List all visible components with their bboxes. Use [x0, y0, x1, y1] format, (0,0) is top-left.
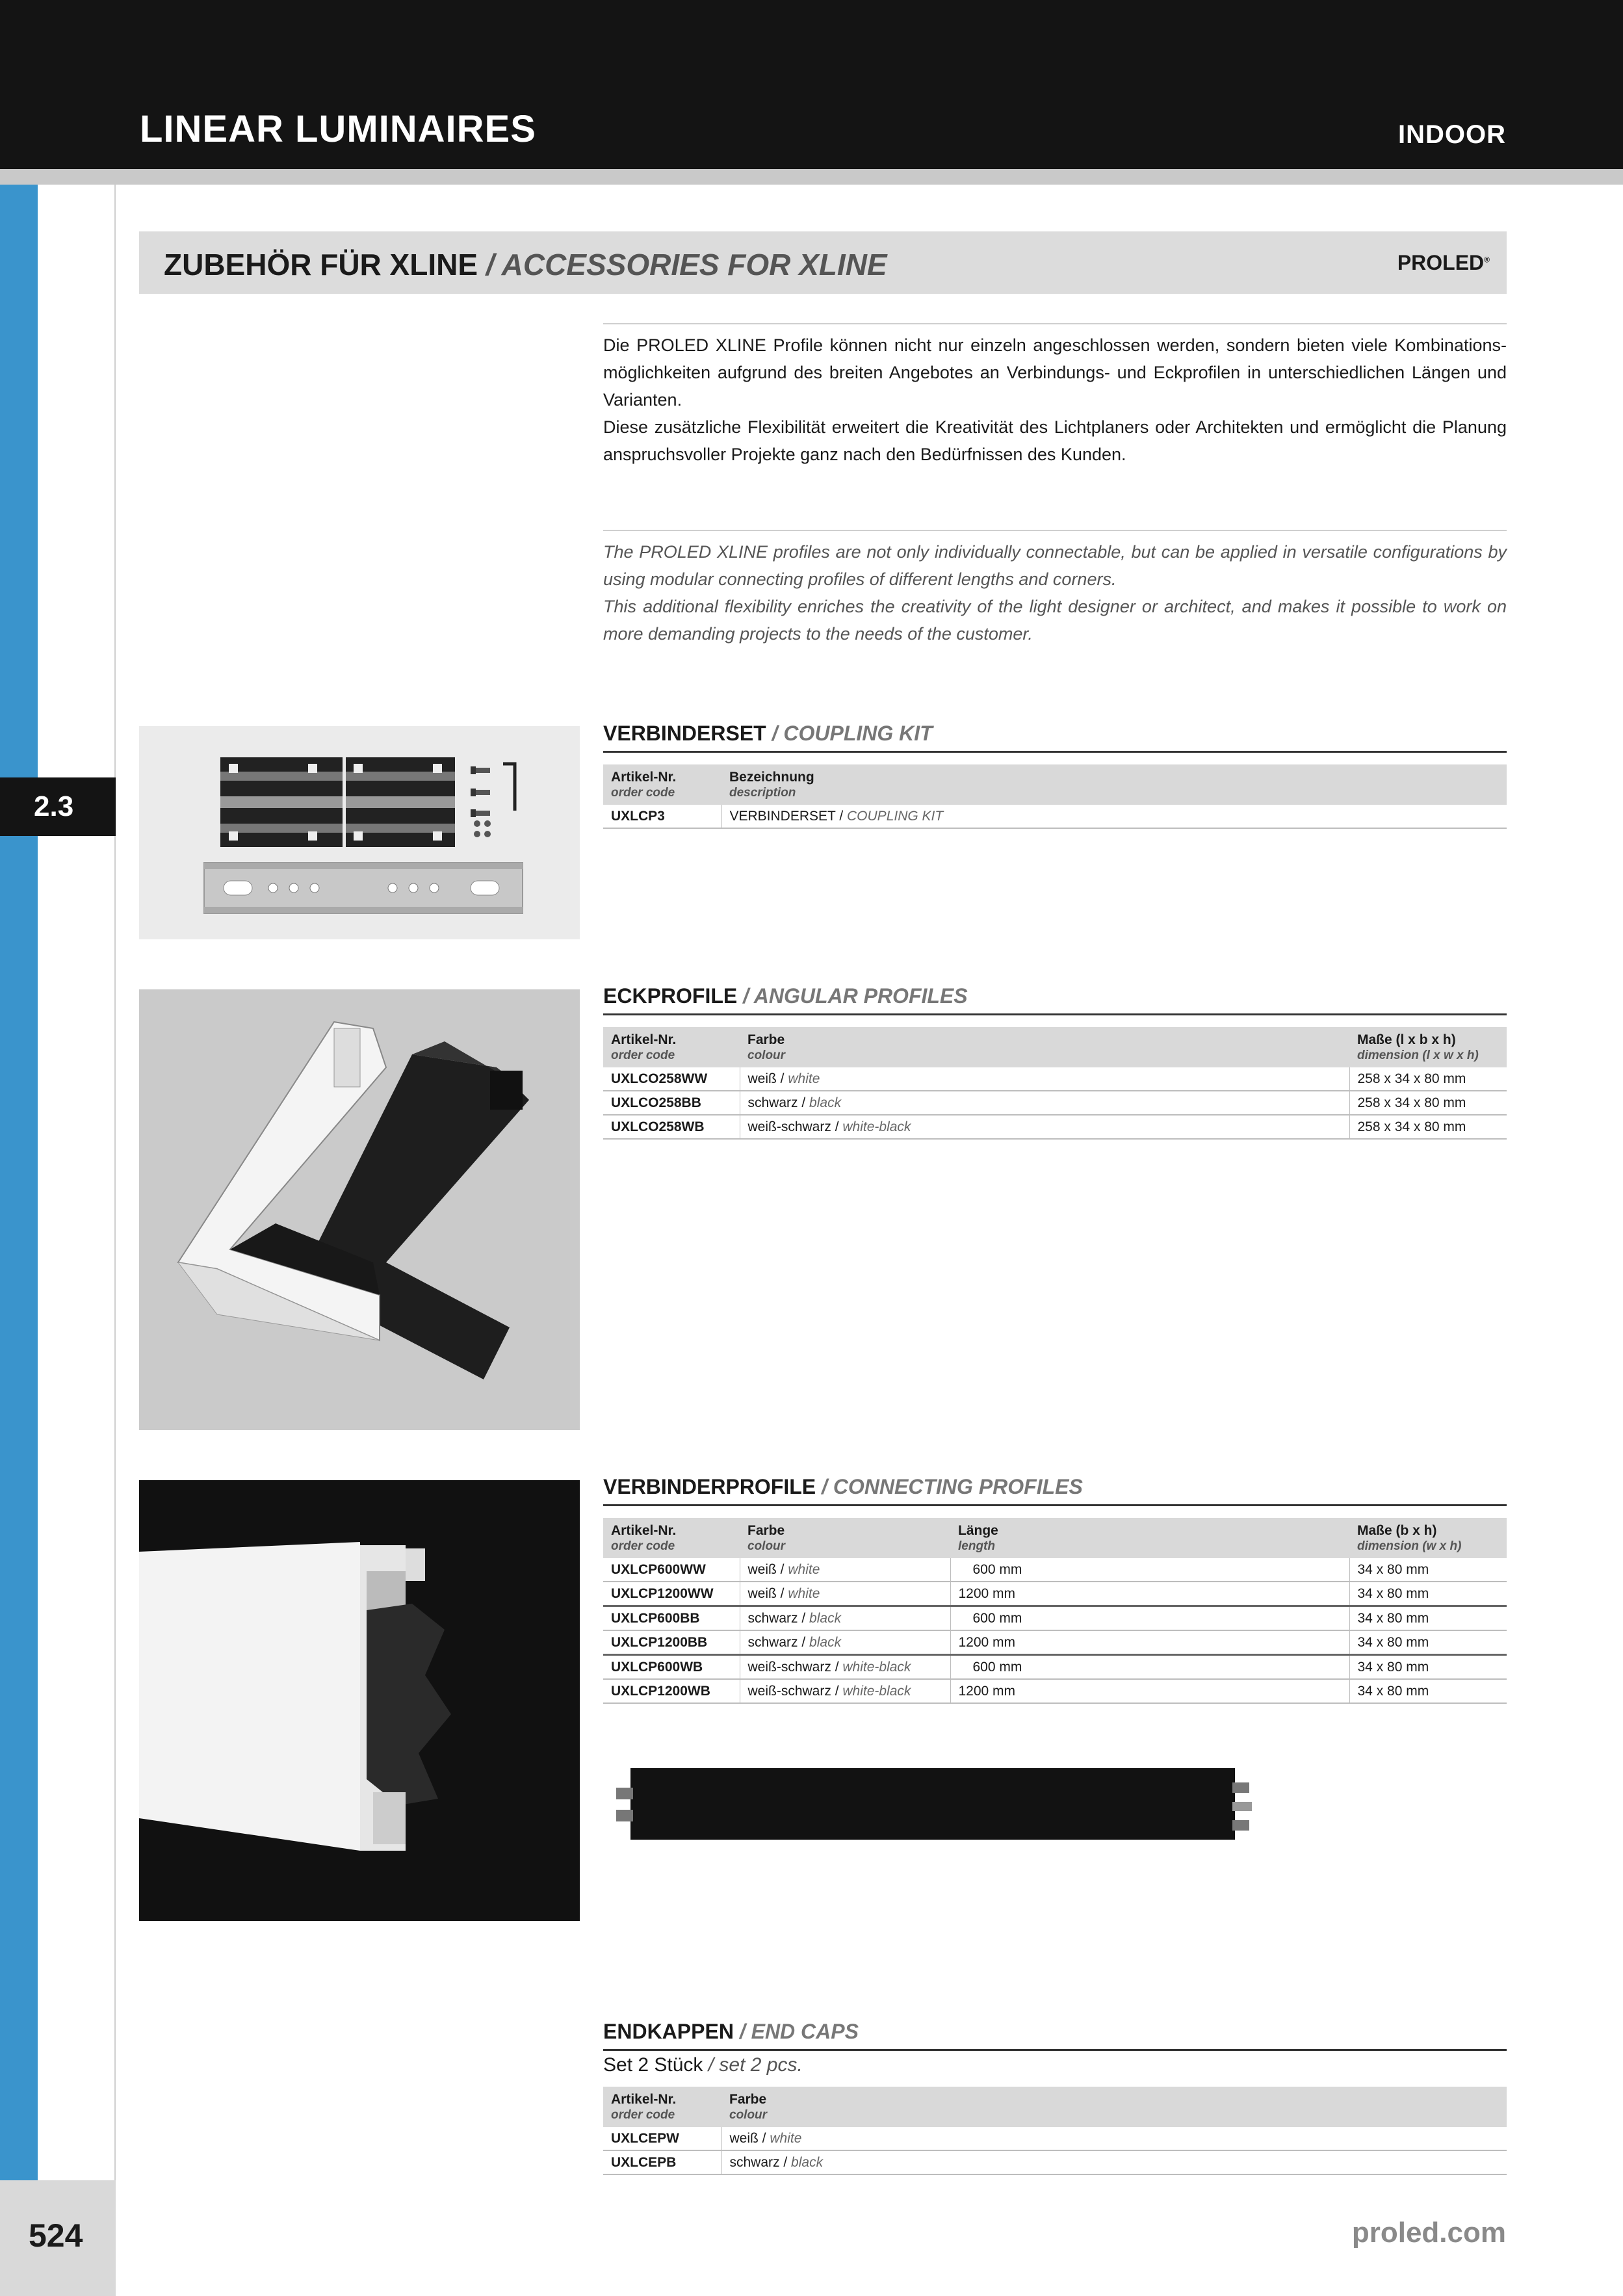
table-row: UXLCP1200BB schwarz / black 1200 mm 34 x 80 mm — [603, 1630, 1507, 1655]
column-header-description: Bezeichnung description — [721, 764, 1507, 805]
site-url[interactable]: proled.com — [1351, 2217, 1506, 2249]
column-header-code: Artikel-Nr. order code — [603, 764, 721, 805]
side-divider — [114, 185, 116, 2180]
table-row: UXLCEPW weiß / white — [603, 2127, 1507, 2150]
section-tab[interactable] — [0, 777, 116, 836]
end-caps-heading: ENDKAPPEN / END CAPS — [603, 2020, 1507, 2051]
section-number: 2.3 — [34, 790, 74, 822]
category-label: INDOOR — [1398, 120, 1506, 149]
connecting-profiles-heading: VERBINDERPROFILE / CONNECTING PROFILES — [603, 1475, 1507, 1506]
section-title-en: ACCESSORIES FOR XLINE — [501, 248, 887, 281]
column-header-colour: Farbe colour — [740, 1027, 1349, 1067]
side-color-rail — [0, 185, 38, 2180]
table-row: UXLCP600WB weiß-schwarz / white-black 600 mm 34 x 80 mm — [603, 1655, 1507, 1680]
page-title: LINEAR LUMINAIRES — [140, 108, 536, 150]
table-row: UXLCO258WB weiß-schwarz / white-black 258 x 34 x 80 mm — [603, 1115, 1507, 1139]
section-title-band — [139, 231, 1507, 294]
angular-profiles-heading: ECKPROFILE / ANGULAR PROFILES — [603, 984, 1507, 1015]
table-row: UXLCP3 VERBINDERSET / COUPLING KIT — [603, 805, 1507, 828]
table-row: UXLCO258BB schwarz / black 258 x 34 x 80 mm — [603, 1091, 1507, 1115]
table-row: UXLCP600BB schwarz / black 600 mm 34 x 80 mm — [603, 1606, 1507, 1631]
column-header-dimension: Maße (l x b x h) dimension (l x w x h) — [1349, 1027, 1507, 1067]
table-row: UXLCP1200WB weiß-schwarz / white-black 1200 mm 34 x 80 mm — [603, 1679, 1507, 1703]
end-caps-set-info: Set 2 Stück / set 2 pcs. — [603, 2054, 803, 2076]
connecting-profile-image — [139, 1480, 580, 1921]
column-header-code: Artikel-Nr. order code — [603, 1027, 740, 1067]
section-title-de: ZUBEHÖR FÜR XLINE — [164, 248, 478, 281]
table-row: UXLCEPB schwarz / black — [603, 2150, 1507, 2174]
connecting-profiles-table — [603, 1518, 1507, 1704]
coupling-kit-table — [603, 764, 1507, 829]
table-row: UXLCP1200WW weiß / white 1200 mm 34 x 80 mm — [603, 1582, 1507, 1606]
header-divider — [0, 169, 1623, 185]
intro-rule-mid — [603, 530, 1507, 531]
section-title-separator: / — [478, 248, 502, 281]
column-header-colour: Farbe colour — [740, 1518, 950, 1558]
intro-text-en: The PROLED XLINE profiles are not only individually connectable, but can be applied in versatile configurations by using modular connecting profiles of different lengths and corners. This additional flexibility enriches the creativity of the light designer or architect, and makes it possible to work on more demanding projects to the needs of the customer. — [603, 542, 1507, 644]
angular-profiles-table — [603, 1027, 1507, 1140]
end-caps-table — [603, 2087, 1507, 2175]
page-number: 524 — [29, 2217, 83, 2254]
section-title — [164, 247, 887, 282]
intro-rule-top — [603, 323, 1507, 324]
column-header-dimension: Maße (b x h) dimension (w x h) — [1349, 1518, 1507, 1558]
table-row: UXLCO258WW weiß / white 258 x 34 x 80 mm — [603, 1067, 1507, 1091]
proled-logo: PROLED® — [1397, 251, 1490, 274]
column-header-colour: Farbe colour — [721, 2087, 1507, 2127]
column-header-code: Artikel-Nr. order code — [603, 2087, 721, 2127]
angular-profile-image — [139, 989, 580, 1430]
column-header-code: Artikel-Nr. order code — [603, 1518, 740, 1558]
column-header-length: Länge length — [950, 1518, 1349, 1558]
coupling-kit-heading: VERBINDERSET / COUPLING KIT — [603, 722, 1507, 753]
connecting-profile-side-image — [611, 1755, 1261, 1853]
table-row: UXLCP600WW weiß / white 600 mm 34 x 80 mm — [603, 1558, 1507, 1582]
intro-text-de: Die PROLED XLINE Profile können nicht nur einzeln angeschlossen werden, sondern bieten viele Kombinationsmöglichkeiten aufgrund des breiten Angebotes an Verbindungs- und Eckprofilen in unterschiedlichen Längen und Varianten. Diese zusätzliche Flexibilität erweitert die Kreativität des Lichtplaners oder Architekten und ermöglicht die Planung anspruchsvoller Projekte ganz nach den Bedürfnissen des Kunden. — [603, 335, 1507, 464]
coupling-kit-image — [139, 726, 580, 939]
